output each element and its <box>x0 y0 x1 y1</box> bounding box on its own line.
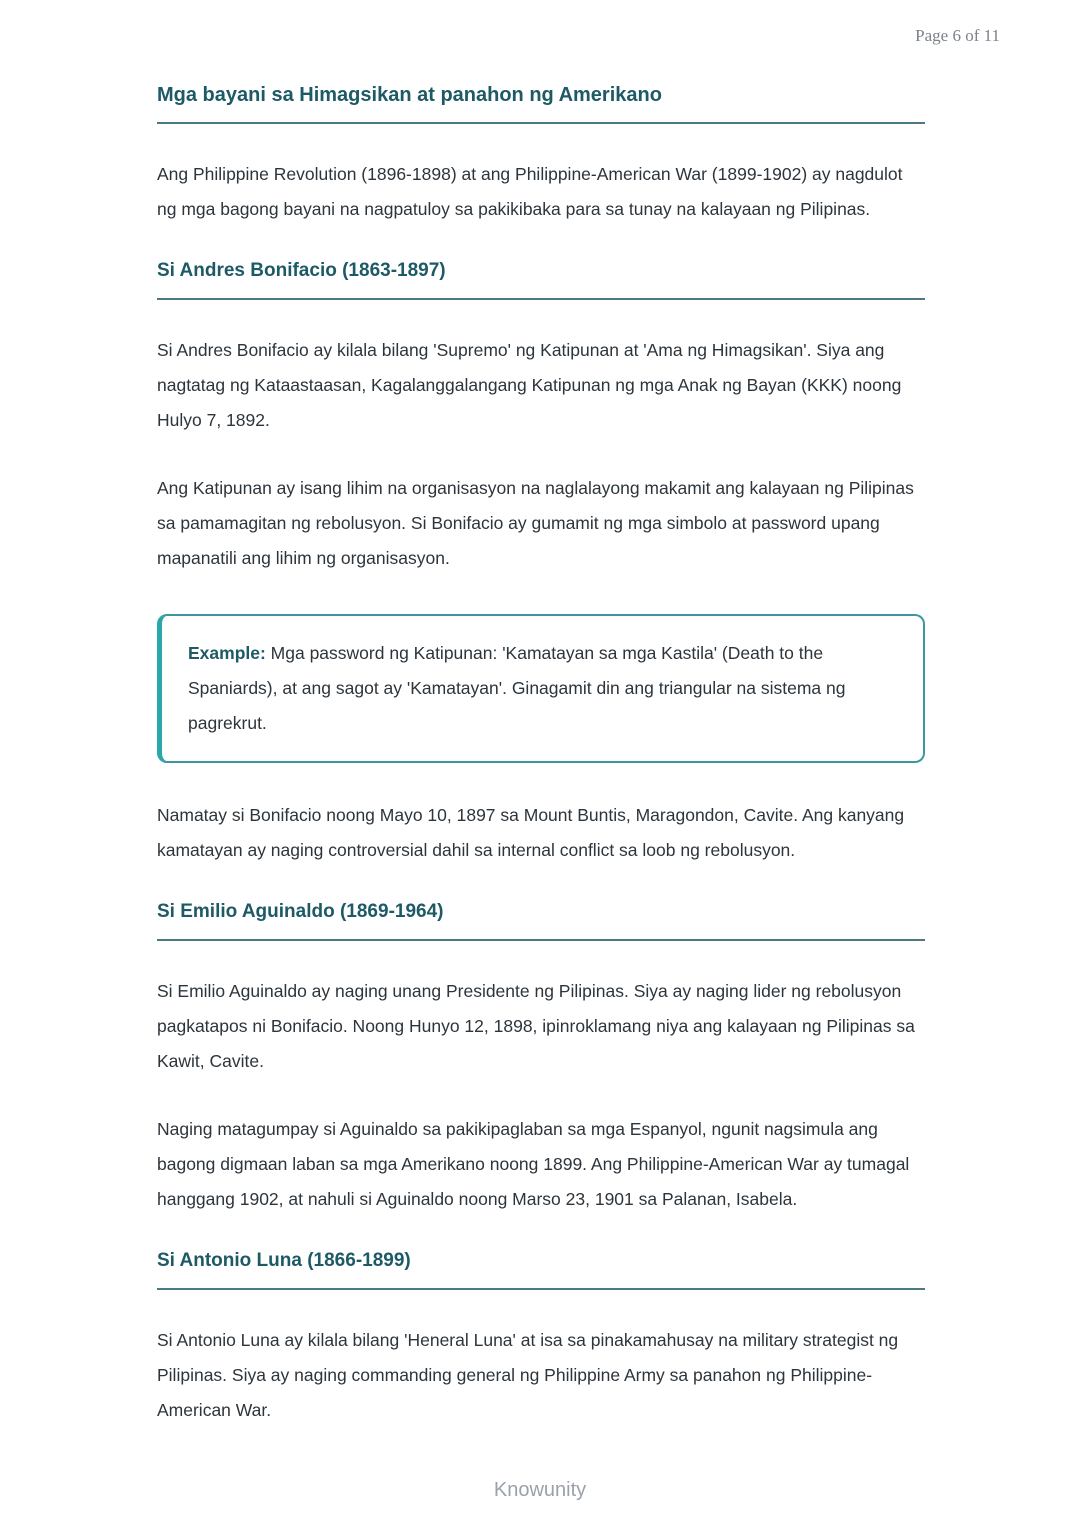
aguinaldo-paragraph-2: Naging matagumpay si Aguinaldo sa pakikipaglaban sa mga Espanyol, ngunit nagsimula ang bagong digmaan laban sa mga Amerikano noong 1899. Ang Philippine-American War ay tumagal hanggang 1902, at nahuli si Aguinaldo noong Marso 23, 1901 sa Palanan, Isabela. <box>157 1119 910 1209</box>
document-content <box>157 0 925 1461</box>
luna-paragraph-1: Si Antonio Luna ay kilala bilang 'Heneral Luna' at isa sa pinakamahusay na military strategist ng Pilipinas. Siya ay naging commanding general ng Philippine Army sa panahon ng Philippine-American War. <box>157 1330 899 1420</box>
bonifacio-paragraph-2: Ang Katipunan ay isang lihim na organisasyon na naglalayong makamit ang kalayaan ng Pilipinas sa pamamagitan ng rebolusyon. Si Bonifacio ay gumamit ng mga simbolo at password upang mapanatili ang lihim ng organisasyon. <box>157 478 914 568</box>
bonifacio-paragraph-1: Si Andres Bonifacio ay kilala bilang 'Supremo' ng Katipunan at 'Ama ng Himagsikan'. Siya ang nagtatag ng Kataastaasan, Kagalanggalangang Katipunan ng mga Anak ng Bayan (KKK) noong Hulyo 7, 1892. <box>157 340 902 430</box>
example-label: Example: <box>188 643 266 663</box>
page-number-indicator: Page 6 of 11 <box>915 26 1000 45</box>
section-heading-aguinaldo: Si Emilio Aguinaldo (1869-1964) <box>157 901 925 941</box>
footer-brand: Knowunity <box>493 1479 587 1501</box>
example-text: Mga password ng Katipunan: 'Kamatayan sa mga Kastila' (Death to the Spaniards), at ang sagot ay 'Kamatayan'. Ginagamit din ang triangular na sistema ng pagrekrut. <box>188 643 846 733</box>
section-heading-luna: Si Antonio Luna (1866-1899) <box>157 1250 925 1290</box>
intro-paragraph: Ang Philippine Revolution (1896-1898) at ang Philippine-American War (1899-1902) ay nagdulot ng mga bagong bayani na nagpatuloy sa pakikibaka para sa tunay na kalayaan ng Pilipinas. <box>157 164 903 219</box>
example-callout-box <box>157 614 925 763</box>
document-title: Mga bayani sa Himagsikan at panahon ng Amerikano <box>157 84 925 124</box>
section-heading-bonifacio: Si Andres Bonifacio (1863-1897) <box>157 260 925 300</box>
aguinaldo-paragraph-1: Si Emilio Aguinaldo ay naging unang Presidente ng Pilipinas. Siya ay naging lider ng rebolusyon pagkatapos ni Bonifacio. Noong Hunyo 12, 1898, ipinroklamang niya ang kalayaan ng Pilipinas sa Kawit, Cavite. <box>157 981 915 1071</box>
bonifacio-paragraph-3: Namatay si Bonifacio noong Mayo 10, 1897 sa Mount Buntis, Maragondon, Cavite. Ang kanyang kamatayan ay naging controversial dahil sa internal conflict sa loob ng rebolusyon. <box>157 805 905 860</box>
